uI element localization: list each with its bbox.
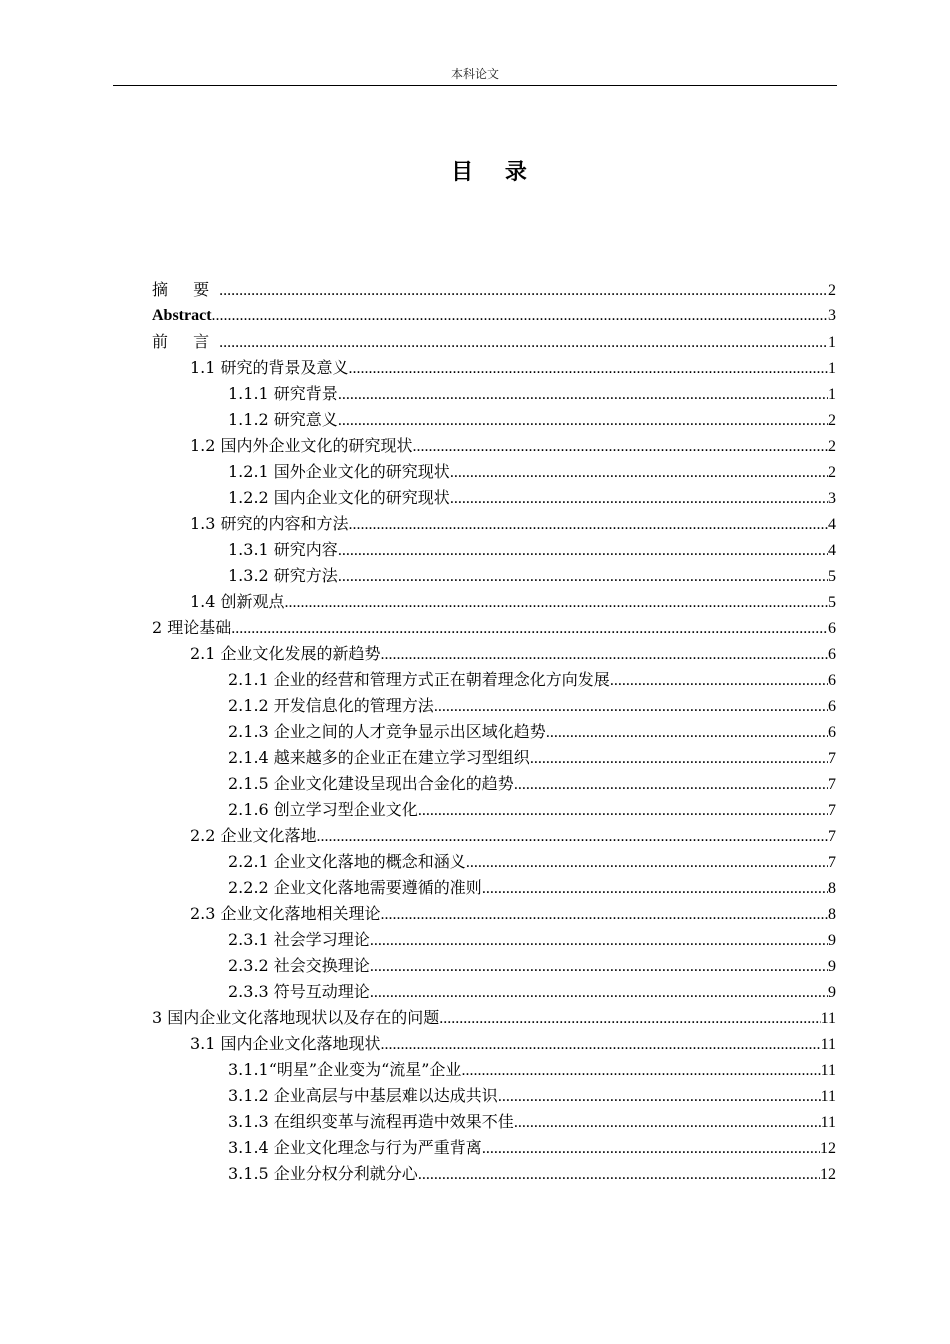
- toc-dot-leader: [370, 954, 828, 980]
- toc-dot-leader: [450, 460, 828, 486]
- toc-entry-title: 2 理论基础: [152, 618, 232, 637]
- toc-page-number: 1: [828, 386, 836, 403]
- toc-dot-leader: [338, 538, 828, 564]
- toc-entry[interactable]: [152, 433, 836, 459]
- toc-entry-title: 2.1.4 越来越多的企业正在建立学习型组织: [228, 748, 530, 767]
- toc-entry-title: 1.2.1 国外企业文化的研究现状: [228, 462, 450, 481]
- toc-entry-title: 2.3.2 社会交换理论: [228, 956, 370, 975]
- toc-page-number: 5: [828, 594, 836, 611]
- toc-entry[interactable]: [152, 719, 836, 745]
- toc-page-number: 1: [828, 334, 836, 351]
- toc-entry-title: 2.2 企业文化落地: [190, 826, 317, 845]
- toc-dot-leader: [418, 1162, 820, 1188]
- toc-entry-title: 2.2.1 企业文化落地的概念和涵义: [228, 852, 466, 871]
- toc-entry[interactable]: [152, 511, 836, 537]
- toc-page-number: 2: [828, 464, 836, 481]
- toc-entry[interactable]: [152, 901, 836, 927]
- toc-dot-leader: [381, 642, 828, 668]
- header-rule: [113, 85, 837, 86]
- toc-entry-title: 2.3.1 社会学习理论: [228, 930, 370, 949]
- toc-entry[interactable]: [152, 303, 836, 329]
- toc-entry[interactable]: [152, 979, 836, 1005]
- toc-entry[interactable]: [152, 459, 836, 485]
- toc-entry[interactable]: [152, 927, 836, 953]
- toc-page-number: 12: [820, 1140, 836, 1157]
- toc-page-number: 8: [828, 880, 836, 897]
- toc-dot-leader: [434, 694, 828, 720]
- toc-page-number: 11: [820, 1036, 836, 1053]
- toc-page-number: 6: [828, 646, 836, 663]
- toc-entry[interactable]: [152, 355, 836, 381]
- toc-entry-title: 1.4 创新观点: [190, 592, 285, 611]
- toc-entry[interactable]: [152, 1005, 836, 1031]
- toc-entry-title: Abstract: [152, 307, 212, 324]
- toc-page-number: 7: [828, 776, 836, 793]
- toc-dot-leader: [450, 486, 828, 512]
- toc-page-number: 7: [828, 750, 836, 767]
- toc-dot-leader: [498, 1084, 821, 1110]
- toc-entry[interactable]: [152, 1161, 836, 1187]
- toc-entry-title: 1.3.1 研究内容: [228, 540, 338, 559]
- toc-entry-title: 2.1.1 企业的经营和管理方式正在朝着理念化方向发展: [228, 670, 610, 689]
- toc-page-number: 6: [828, 672, 836, 689]
- toc-entry[interactable]: [152, 745, 836, 771]
- toc-entry[interactable]: [152, 771, 836, 797]
- toc-entry[interactable]: [152, 407, 836, 433]
- toc-page-number: 7: [828, 802, 836, 819]
- toc-entry-title: 1.3.2 研究方法: [228, 566, 338, 585]
- toc-entry-title: 摘 要: [152, 280, 220, 299]
- toc-entry-title: 2.3.3 符号互动理论: [228, 982, 370, 1001]
- toc-dot-leader: [466, 850, 828, 876]
- toc-entry-title: 3.1.5 企业分权分利就分心: [228, 1164, 418, 1183]
- toc-page-number: 2: [828, 282, 836, 299]
- toc-page-number: 4: [828, 542, 836, 559]
- toc-entry-title: 1.2.2 国内企业文化的研究现状: [228, 488, 450, 507]
- toc-dot-leader: [370, 928, 828, 954]
- toc-entry[interactable]: [152, 849, 836, 875]
- toc-dot-leader: [482, 876, 828, 902]
- toc-dot-leader: [231, 616, 828, 642]
- toc-page-number: 6: [828, 620, 836, 637]
- table-of-contents: [152, 277, 836, 1187]
- toc-dot-leader: [418, 798, 828, 824]
- toc-title: 目 录: [451, 160, 539, 185]
- toc-dot-leader: [439, 1006, 820, 1032]
- toc-dot-leader: [212, 303, 828, 329]
- toc-page-number: 3: [828, 490, 836, 507]
- toc-entry-title: 3.1 国内企业文化落地现状: [190, 1034, 381, 1053]
- toc-page-number: 5: [828, 568, 836, 585]
- toc-page-number: 12: [820, 1166, 836, 1183]
- toc-entry[interactable]: [152, 1083, 836, 1109]
- toc-entry-title: 1.1 研究的背景及意义: [190, 358, 349, 377]
- toc-entry[interactable]: [152, 823, 836, 849]
- toc-page-number: 9: [828, 958, 836, 975]
- toc-dot-leader: [338, 382, 828, 408]
- toc-dot-leader: [381, 1032, 821, 1058]
- page-header: 本科论文: [450, 67, 499, 81]
- toc-entry[interactable]: [152, 485, 836, 511]
- toc-entry[interactable]: [152, 1109, 836, 1135]
- toc-page-number: 11: [820, 1010, 836, 1027]
- toc-dot-leader: [338, 408, 828, 434]
- toc-entry-title: 3.1.4 企业文化理念与行为严重背离: [228, 1138, 482, 1157]
- toc-dot-leader: [349, 356, 828, 382]
- toc-page-number: 6: [828, 724, 836, 741]
- toc-dot-leader: [413, 434, 828, 460]
- toc-entry[interactable]: [152, 667, 836, 693]
- toc-page-number: 2: [828, 412, 836, 429]
- toc-dot-leader: [530, 746, 828, 772]
- toc-entry[interactable]: [152, 1031, 836, 1057]
- toc-entry[interactable]: [152, 641, 836, 667]
- toc-dot-leader: [482, 1136, 820, 1162]
- toc-page-number: 7: [828, 828, 836, 845]
- toc-page-number: 1: [828, 360, 836, 377]
- toc-dot-leader: [285, 590, 828, 616]
- toc-page-number: 11: [820, 1114, 836, 1131]
- toc-entry-title: 前 言: [152, 332, 220, 351]
- toc-entry[interactable]: [152, 277, 836, 303]
- toc-entry-title: 1.2 国内外企业文化的研究现状: [190, 436, 413, 455]
- toc-page-number: 2: [828, 438, 836, 455]
- toc-dot-leader: [514, 1110, 821, 1136]
- toc-dot-leader: [610, 668, 828, 694]
- toc-page-number: 7: [828, 854, 836, 871]
- toc-entry[interactable]: [152, 537, 836, 563]
- toc-page-number: 8: [828, 906, 836, 923]
- toc-dot-leader: [370, 980, 828, 1006]
- toc-entry-title: 2.1.3 企业之间的人才竞争显示出区域化趋势: [228, 722, 546, 741]
- toc-entry-title: 3 国内企业文化落地现状以及存在的问题: [152, 1008, 440, 1027]
- toc-entry-title: 2.1.2 开发信息化的管理方法: [228, 696, 434, 715]
- toc-entry-title: 2.2.2 企业文化落地需要遵循的准则: [228, 878, 482, 897]
- toc-page-number: 6: [828, 698, 836, 715]
- toc-entry-title: 2.3 企业文化落地相关理论: [190, 904, 381, 923]
- toc-entry-title: 2.1 企业文化发展的新趋势: [190, 644, 381, 663]
- toc-entry[interactable]: [152, 1135, 836, 1161]
- toc-entry[interactable]: [152, 797, 836, 823]
- toc-dot-leader: [514, 772, 828, 798]
- toc-entry[interactable]: [152, 589, 836, 615]
- toc-page-number: 3: [828, 307, 836, 324]
- toc-entry[interactable]: [152, 381, 836, 407]
- toc-entry[interactable]: [152, 953, 836, 979]
- toc-dot-leader: [349, 512, 828, 538]
- toc-entry-title: 3.1.2 企业高层与中基层难以达成共识: [228, 1086, 498, 1105]
- toc-entry[interactable]: [152, 329, 836, 355]
- toc-dot-leader: [381, 902, 828, 928]
- toc-entry[interactable]: [152, 563, 836, 589]
- toc-entry[interactable]: [152, 1057, 836, 1083]
- toc-page-number: 9: [828, 984, 836, 1001]
- toc-page-number: 4: [828, 516, 836, 533]
- toc-page-number: 11: [820, 1062, 836, 1079]
- toc-entry-title: 3.1.1“明星”企业变为“流星”企业: [228, 1060, 462, 1079]
- toc-dot-leader: [219, 278, 828, 304]
- toc-entry[interactable]: [152, 875, 836, 901]
- toc-entry-title: 3.1.3 在组织变革与流程再造中效果不佳: [228, 1112, 514, 1131]
- toc-entry[interactable]: [152, 615, 836, 641]
- toc-page-number: 11: [820, 1088, 836, 1105]
- toc-dot-leader: [317, 824, 828, 850]
- toc-dot-leader: [338, 564, 828, 590]
- toc-entry-title: 2.1.5 企业文化建设呈现出合金化的趋势: [228, 774, 514, 793]
- toc-entry[interactable]: [152, 693, 836, 719]
- toc-dot-leader: [219, 330, 828, 356]
- toc-entry-title: 2.1.6 创立学习型企业文化: [228, 800, 418, 819]
- toc-dot-leader: [461, 1058, 820, 1084]
- toc-page-number: 9: [828, 932, 836, 949]
- toc-entry-title: 1.1.2 研究意义: [228, 410, 338, 429]
- toc-entry-title: 1.3 研究的内容和方法: [190, 514, 349, 533]
- toc-entry-title: 1.1.1 研究背景: [228, 384, 338, 403]
- toc-dot-leader: [546, 720, 828, 746]
